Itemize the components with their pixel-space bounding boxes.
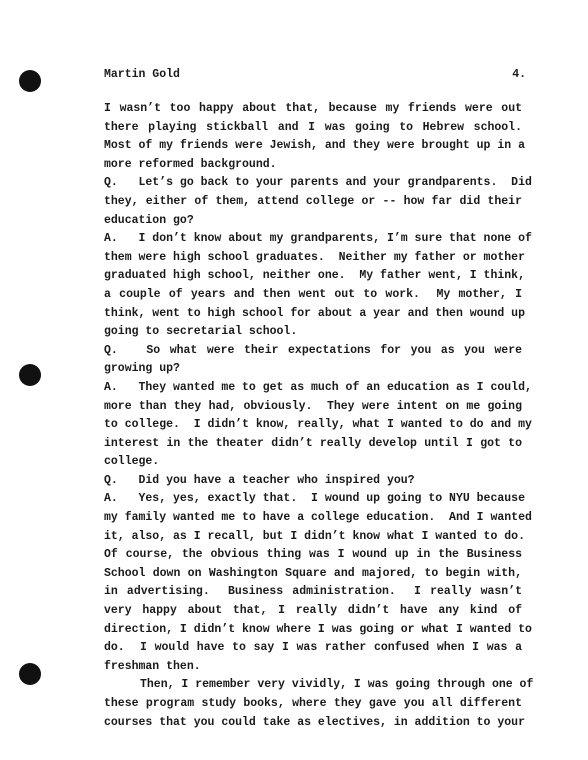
transcript-body bbox=[104, 100, 534, 732]
binder-hole-bottom bbox=[19, 663, 41, 685]
transcript-line: going to secretarial school. bbox=[104, 325, 298, 339]
transcript-line: growing up? bbox=[104, 362, 180, 376]
transcript-line: Q. Did you have a teacher who inspired you? bbox=[104, 473, 415, 487]
transcript-line: think, went to high school for about a year and then wound up bbox=[104, 306, 525, 320]
transcript-line: School down on Washington Square and majored, to begin with, bbox=[104, 566, 522, 580]
transcript-line: A. I don’t know about my grandparents, I’m sure that none of bbox=[104, 232, 532, 246]
transcript-paragraph bbox=[104, 100, 525, 174]
interviewee-name: Martin Gold bbox=[104, 68, 180, 81]
transcript-paragraph bbox=[104, 342, 522, 379]
transcript-line: I wasn’t too happy about that, because my friends were out bbox=[104, 102, 522, 115]
transcript-paragraph bbox=[104, 490, 532, 676]
transcript-line: do. I would have to say I was rather confused when I was a bbox=[104, 641, 522, 655]
transcript-line: more than they had, obviously. They were intent on me going bbox=[104, 399, 522, 413]
transcript-paragraph bbox=[104, 676, 534, 732]
transcript-line: my family wanted me to have a college education. And I wanted bbox=[104, 511, 532, 525]
transcript-line: Of course, the obvious thing was I wound up in the Business bbox=[104, 548, 522, 562]
binder-hole-middle bbox=[19, 364, 41, 386]
transcript-line: interest in the theater didn’t really develop until I got to bbox=[104, 436, 522, 450]
transcript-line: in advertising. Business administration. I really wasn’t bbox=[104, 585, 522, 599]
transcript-paragraph bbox=[104, 174, 532, 230]
transcript-line: courses that you could take as electives, in addition to your bbox=[104, 715, 525, 729]
transcript-line: these program study books, where they gave you all different bbox=[104, 697, 522, 710]
transcript-line: it, also, as I recall, but I didn’t know what I wanted to do. bbox=[104, 529, 525, 543]
transcript-line: they, either of them, attend college or -- how far did their bbox=[104, 194, 522, 208]
transcript-line: there playing stickball and I was going to Hebrew school. bbox=[104, 120, 522, 134]
transcript-paragraph bbox=[104, 379, 532, 472]
transcript-line: education go? bbox=[104, 213, 194, 227]
transcript-paragraph bbox=[104, 472, 522, 491]
transcript-line: freshman then. bbox=[104, 659, 201, 673]
transcript-line: to college. I didn’t know, really, what I wanted to do and my bbox=[104, 418, 532, 432]
transcript-line: Then, I remember very vividly, I was going through one of bbox=[140, 678, 534, 692]
transcript-line: graduated high school, neither one. My father went, I think, bbox=[104, 269, 525, 283]
transcript-line: A. Yes, yes, exactly that. I wound up going to NYU because bbox=[104, 492, 525, 506]
transcript-line: Most of my friends were Jewish, and they were brought up in a bbox=[104, 139, 525, 153]
transcript-line: Q. So what were their expectations for you as you were bbox=[104, 343, 522, 357]
transcript-line: Q. Let’s go back to your parents and your grandparents. Did bbox=[104, 176, 532, 190]
transcript-line: A. They wanted me to get as much of an education as I could, bbox=[104, 380, 532, 394]
binder-hole-top bbox=[19, 70, 41, 92]
transcript-line: very happy about that, I really didn’t have any kind of bbox=[104, 604, 522, 618]
transcript-line: a couple of years and then went out to work. My mother, I bbox=[104, 287, 522, 301]
page-number: 4. bbox=[512, 68, 526, 81]
transcript-line: more reformed background. bbox=[104, 157, 277, 171]
transcript-line: college. bbox=[104, 455, 160, 469]
transcript-paragraph bbox=[104, 230, 532, 342]
transcript-line: direction, I didn’t know where I was going or what I wanted to bbox=[104, 622, 532, 636]
transcript-line: them were high school graduates. Neither my father or mother bbox=[104, 250, 525, 264]
